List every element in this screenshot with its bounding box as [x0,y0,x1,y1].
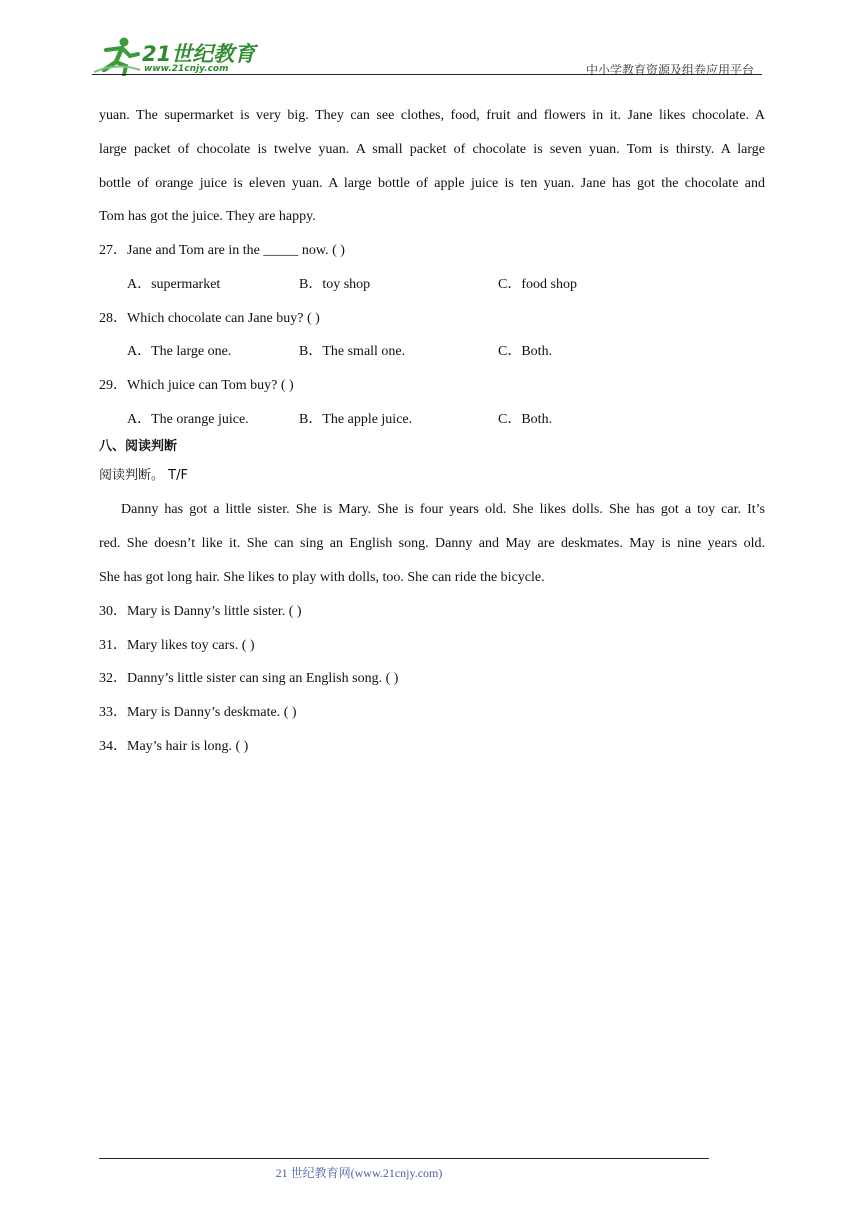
q29-option-a: A．The orange juice. [127,412,249,427]
question-30: 30．Mary is Danny’s little sister. ( ) [99,604,302,619]
passage1-line: bottle of orange juice is eleven yuan. A large bottle of apple juice is ten yuan. Jane has got the chocolate and [99,176,765,191]
logo-main-text: 21世纪教育 [142,42,256,66]
footer-text: 21 世纪教育网(www.21cnjy.com) [275,1166,443,1180]
passage2-line: She has got long hair. She likes to play with dolls, too. She can ride the bicycle. [99,570,545,585]
header-divider [92,74,762,75]
header-platform-text: 中小学教育资源及组卷应用平台 [585,63,754,77]
q28-option-c: C．Both. [498,344,553,359]
passage1-line: large packet of chocolate is twelve yuan. A small packet of chocolate is seven yuan. Tom is thirsty. A large [99,142,765,157]
question-34: 34．May’s hair is long. ( ) [99,739,249,754]
question-27: 27．Jane and Tom are in the _____ now. ( ) [99,243,345,258]
q27-option-c: C．food shop [498,277,577,292]
question-31: 31．Mary likes toy cars. ( ) [99,638,255,653]
page-header [92,30,762,80]
question-29: 29．Which juice can Tom buy? ( ) [99,378,294,393]
q27-option-b: B．toy shop [299,277,371,292]
passage2-line: Danny has got a little sister. She is Mary. She is four years old. She likes dolls. She has got a toy car. It’s [121,502,765,517]
section-instruction: 阅读判断。 T/F [99,468,188,483]
q28-option-a: A．The large one. [127,344,232,359]
question-32: 32．Danny’s little sister can sing an English song. ( ) [99,671,399,686]
question-33: 33．Mary is Danny’s deskmate. ( ) [99,705,297,720]
runner-logo-icon [92,36,142,76]
logo-sub-text: www.21cnjy.com [144,64,229,74]
footer-divider [99,1158,709,1159]
passage1-line: Tom has got the juice. They are happy. [99,209,316,224]
question-28: 28．Which chocolate can Jane buy? ( ) [99,311,320,326]
passage1-line: yuan. The supermarket is very big. They can see clothes, food, fruit and flowers in it. Jane likes chocolate. A [99,108,765,123]
section-title: 八、阅读判断 [99,439,178,454]
q28-option-b: B．The small one. [299,344,406,359]
site-logo [92,36,262,76]
q29-option-b: B．The apple juice. [299,412,413,427]
passage2-line: red. She doesn’t like it. She can sing an English song. Danny and May are deskmates. May is nine years old. [99,536,765,551]
q27-option-a: A．supermarket [127,277,221,292]
q29-option-c: C．Both. [498,412,553,427]
